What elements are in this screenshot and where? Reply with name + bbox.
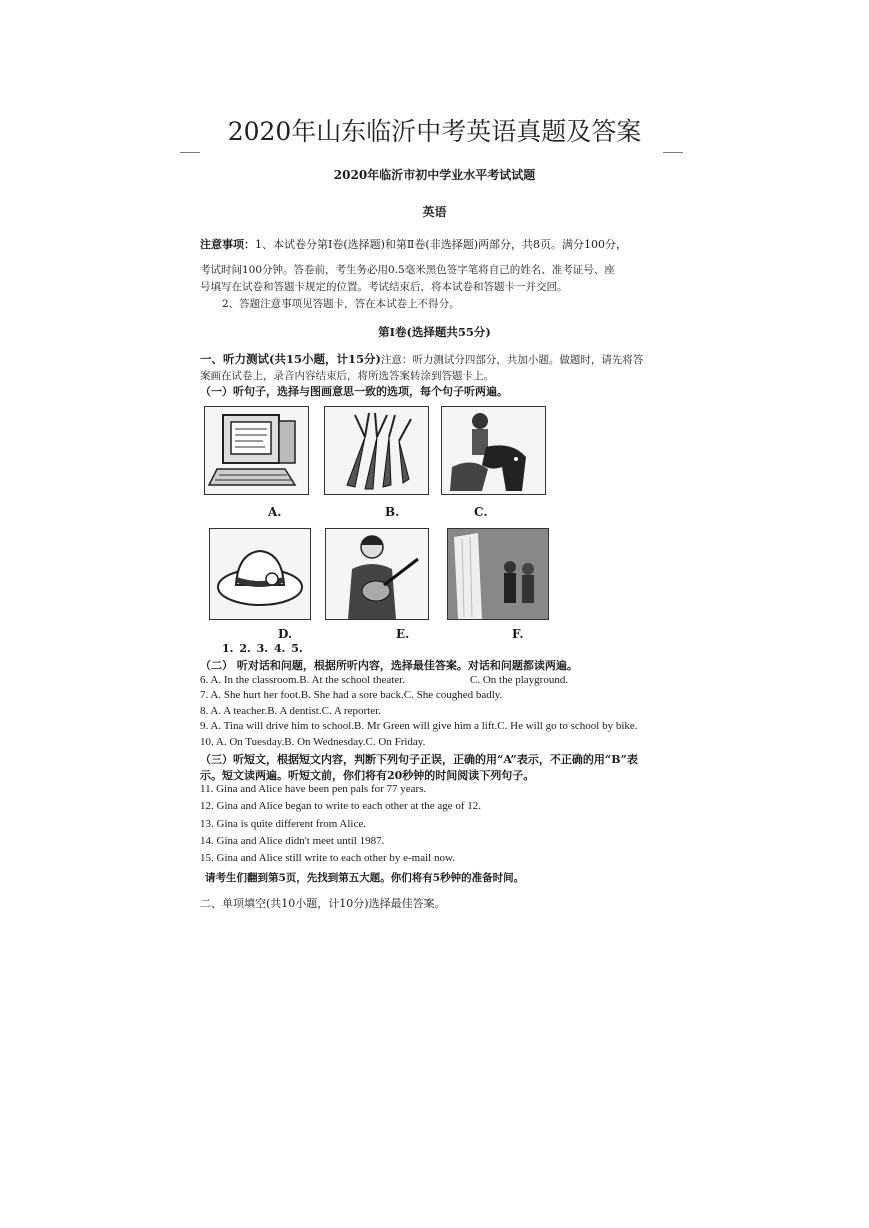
- guitar-player-icon: [326, 529, 428, 619]
- question-6-option-c: C. On the playground.: [470, 674, 569, 686]
- question-8: 8. A. A teacher.B. A dentist.C. A reporter.: [200, 705, 381, 717]
- question-11: 11. Gina and Alice have been pen pals for 77 years.: [200, 783, 427, 795]
- sub3-line-2: 示。短文读两遍。听短文前，你们将有20秒钟的时间阅读下列句子。: [200, 769, 535, 782]
- section1-note-2: 案画在试卷上，录音内容结束后，将所选答案转涂到答题卡上。: [200, 370, 494, 382]
- header-rule-left: [180, 152, 200, 157]
- question-10: 10. A. On Tuesday.B. On Wednesday.C. On Friday.: [200, 736, 426, 748]
- sub1-heading: （一）听句子，选择与图画意思一致的选项，每个句子听两遍。: [200, 385, 508, 398]
- section2-instruction: 选择最佳答案。: [368, 897, 446, 910]
- carrots-icon: [325, 407, 428, 494]
- document-title: 2020年山东临沂中考英语真题及答案: [227, 117, 642, 146]
- horse-rider-icon: [442, 407, 545, 494]
- picture-label-b: B.: [385, 505, 400, 519]
- picture-c: [441, 406, 546, 495]
- picture-e: [325, 528, 429, 620]
- question-6: 6. A. In the classroom.B. At the school theater.: [200, 674, 405, 686]
- notes-line-4: 2、答题注意事项见答题卡，答在本试卷上不得分。: [222, 298, 460, 310]
- question-15: 15. Gina and Alice still write to each other by e-mail now.: [200, 852, 455, 864]
- notes-label: 注意事项：: [200, 238, 255, 251]
- picture-b: [324, 406, 429, 495]
- question-13: 13. Gina is quite different from Alice.: [200, 818, 366, 830]
- sub3-line-1: （三）听短文，根据短文内容，判断下列句子正误，正确的用“A”表示，不正确的用“B”表: [200, 753, 638, 766]
- hat-icon: [210, 529, 310, 619]
- section1-heading: 一、听力测试(共15小题，计15分): [200, 352, 381, 366]
- section1-note-1: 注意：听力测试分四部分，共加小题。做题时，请先将答: [380, 354, 644, 366]
- picture-label-f: F.: [512, 627, 524, 641]
- section1-line-1: [200, 351, 643, 367]
- picture-label-d: D.: [278, 627, 293, 641]
- question-7: 7. A. She hurt her foot.B. She had a sore back.C. She coughed badly.: [200, 689, 503, 701]
- part1-title: 第Ⅰ卷(选择题共55分): [378, 325, 491, 339]
- notes-line-2: 考试时间100分钟。答卷前，考生务必用0.5毫米黑色签字笔将自己的姓名、准考证号、座: [200, 264, 615, 276]
- notes-text-1: 1、本试卷分第Ⅰ卷(选择题)和第Ⅱ卷(非选择题)两部分，共8页。满分100分，: [255, 238, 627, 251]
- computer-icon: [205, 407, 308, 494]
- turn-page-note: 请考生们翻到第5页，先找到第五大题。你们将有5秒钟的准备时间。: [205, 872, 525, 884]
- picture-f: [447, 528, 549, 620]
- picture-d: [209, 528, 311, 620]
- picture-label-a: A.: [268, 505, 282, 519]
- header-rule-right: [663, 152, 683, 157]
- question-14: 14. Gina and Alice didn't meet until 1987.: [200, 835, 385, 847]
- section2-heading: 二、单项填空(共10小题，计10分): [200, 897, 369, 910]
- waterfall-icon: [448, 529, 548, 619]
- section2-line: [200, 895, 446, 911]
- notes-line-3: 号填写在试卷和答题卡规定的位置。考试结束后，将本试卷和答题卡一并交回。: [200, 281, 568, 293]
- picture-label-e: E.: [396, 627, 410, 641]
- question-12: 12. Gina and Alice began to write to each other at the age of 12.: [200, 800, 482, 812]
- picture-label-c: C.: [474, 505, 488, 519]
- sub2-heading: （二） 听对话和问题，根据所听内容，选择最佳答案。对话和问题都读两遍。: [200, 659, 578, 672]
- subject-title: 英语: [422, 205, 447, 219]
- exam-title: 2020年临沂市初中学业水平考试试题: [333, 168, 536, 182]
- notes-line-1: [200, 236, 627, 252]
- picture-a: [204, 406, 309, 495]
- sub1-question-numbers: 1. 2. 3. 4. 5.: [222, 642, 303, 655]
- question-9: 9. A. Tina will drive him to school.B. Mr Green will give him a lift.C. He will go to school by bike.: [200, 720, 638, 732]
